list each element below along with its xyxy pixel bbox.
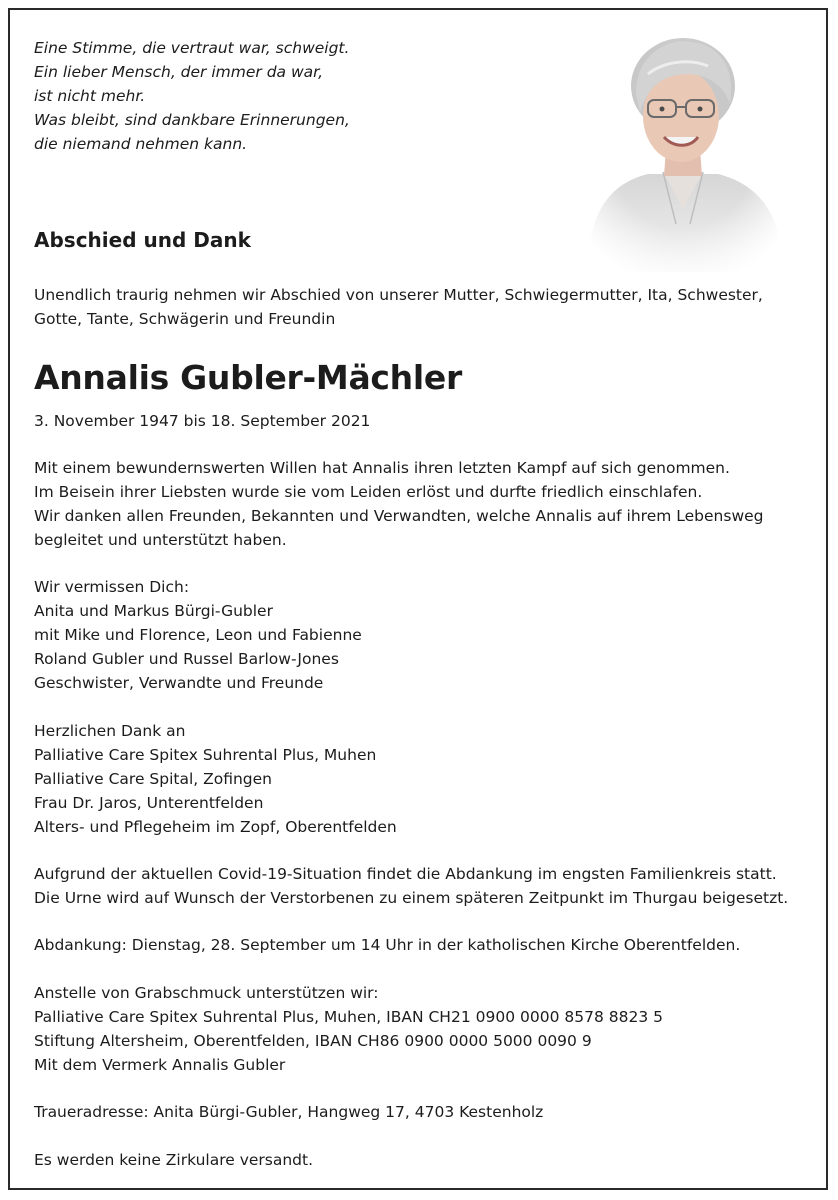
deceased-name: Annalis Gubler-Mächler: [34, 358, 462, 397]
text-line: Mit einem bewundernswerten Willen hat Annalis ihren letzten Kampf auf sich genommen.: [34, 459, 730, 477]
text-line: Geschwister, Verwandte und Freunde: [34, 674, 324, 692]
ceremony-info: [34, 933, 740, 957]
text-line: Herzlichen Dank an: [34, 722, 186, 740]
thanks-list: [34, 719, 397, 839]
text-line: Palliative Care Spitex Suhrental Plus, Muhen, IBAN CH21 0900 0000 8578 8823 5: [34, 1008, 663, 1026]
donations-info: [34, 981, 663, 1077]
poem: [34, 36, 350, 156]
text-line: Abdankung: Dienstag, 28. September um 14 Uhr in der katholischen Kirche Oberentfelden.: [34, 936, 741, 954]
poem-line: Ein lieber Mensch, der immer da war,: [34, 63, 324, 81]
mourning-address: [34, 1100, 543, 1124]
poem-line: die niemand nehmen kann.: [34, 135, 248, 153]
poem-line: Eine Stimme, die vertraut war, schweigt.: [34, 39, 350, 57]
text-line: Wir danken allen Freunden, Bekannten und Verwandten, welche Annalis auf ihrem Lebensweg: [34, 507, 764, 525]
text-line: Palliative Care Spitex Suhrental Plus, Muhen: [34, 746, 377, 764]
tribute-paragraph: [34, 456, 764, 552]
text-line: Im Beisein ihrer Liebsten wurde sie vom Leiden erlöst und durfte friedlich einschlafen.: [34, 483, 703, 501]
text-line: Die Urne wird auf Wunsch der Verstorbenen zu einem späteren Zeitpunkt im Thurgau beigesetzt.: [34, 889, 789, 907]
covid-notice: [34, 862, 788, 910]
life-dates: 3. November 1947 bis 18. September 2021: [34, 412, 371, 430]
text-line: Alters- und Pflegeheim im Zopf, Oberentfelden: [34, 818, 397, 836]
text-line: Anita und Markus Bürgi-Gubler: [34, 602, 273, 620]
text-line: Wir vermissen Dich:: [34, 578, 190, 596]
text-line: Es werden keine Zirkulare versandt.: [34, 1151, 314, 1169]
intro-text: Unendlich traurig nehmen wir Abschied von unserer Mutter, Schwiegermutter, Ita, Schwester, Gotte, Tante, Schwägerin und Freundin: [34, 286, 763, 328]
text-line: Aufgrund der aktuellen Covid-19-Situation findet die Abdankung im engsten Familienkreis statt.: [34, 865, 777, 883]
portrait-photo: [578, 24, 788, 272]
text-line: Palliative Care Spital, Zofingen: [34, 770, 273, 788]
text-line: Frau Dr. Jaros, Unterentfelden: [34, 794, 264, 812]
text-line: Anstelle von Grabschmuck unterstützen wir:: [34, 984, 379, 1002]
section-heading: Abschied und Dank: [34, 228, 251, 252]
text-line: Stiftung Altersheim, Oberentfelden, IBAN CH86 0900 0000 5000 0090 9: [34, 1032, 592, 1050]
text-line: begleitet und unterstützt haben.: [34, 531, 287, 549]
text-line: Traueradresse: Anita Bürgi-Gubler, Hangweg 17, 4703 Kestenholz: [34, 1103, 544, 1121]
closing-note: [34, 1148, 313, 1172]
mourners-list: [34, 575, 362, 695]
text-line: mit Mike und Florence, Leon und Fabienne: [34, 626, 362, 644]
text-line: Mit dem Vermerk Annalis Gubler: [34, 1056, 286, 1074]
text-line: Roland Gubler und Russel Barlow-Jones: [34, 650, 339, 668]
poem-line: ist nicht mehr.: [34, 87, 146, 105]
poem-line: Was bleibt, sind dankbare Erinnerungen,: [34, 111, 350, 129]
